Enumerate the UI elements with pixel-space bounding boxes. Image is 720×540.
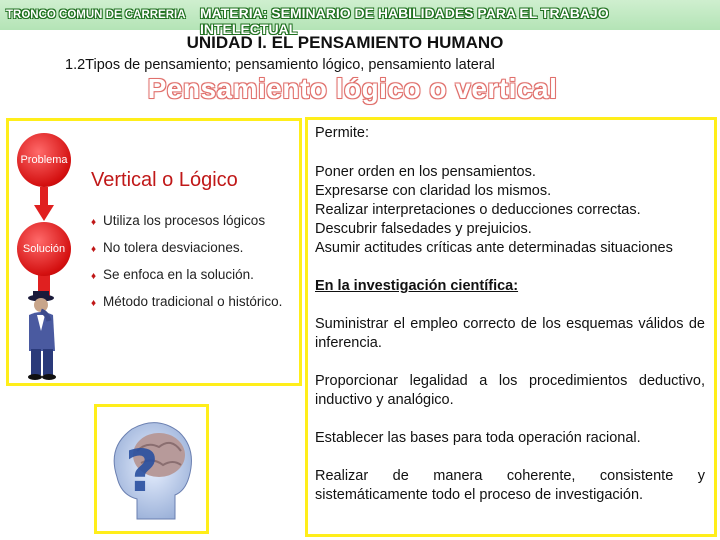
permite-line: Expresarse con claridad los mismos. — [315, 183, 552, 199]
permite-line: Asumir actitudes críticas ante determinadas situaciones — [315, 240, 673, 256]
subtitle: 1.2Tipos de pensamiento; pensamiento lógico, pensamiento lateral — [65, 57, 495, 73]
header-subject-line1: MATERIA: SEMINARIO DE HABILIDADES PARA EL TRABAJO — [200, 5, 609, 21]
list-item: ♦ Utiliza los procesos lógicos — [91, 211, 282, 238]
investigacion-paragraph: Suministrar el empleo correcto de los esquemas válidos de inferencia. — [315, 316, 705, 351]
thinking-man-icon — [19, 291, 69, 381]
header-subject-line2: INTELECTUAL — [200, 21, 298, 37]
brain-image — [94, 404, 209, 534]
bullet-icon: ♦ — [91, 271, 97, 282]
description-panel — [305, 117, 717, 537]
brain-question-icon — [97, 407, 206, 531]
bullet-icon: ♦ — [91, 298, 97, 309]
permite-line: Descubrir falsedades y prejuicios. — [315, 221, 532, 237]
list-item: ♦ Método tradicional o histórico. — [91, 292, 282, 319]
permite-heading: Permite: — [315, 125, 369, 141]
investigacion-paragraph: Establecer las bases para toda operación racional. — [315, 430, 641, 446]
bullet-icon: ♦ — [91, 244, 97, 255]
vertical-logic-diagram — [6, 118, 302, 386]
solution-bubble: Solución — [17, 222, 71, 276]
bullet-icon: ♦ — [91, 217, 97, 228]
header-course-label: TRONCO COMUN DE CARRERIA — [6, 9, 186, 21]
section-title: Pensamiento lógico o vertical — [147, 73, 558, 104]
investigacion-paragraph: Realizar de manera coherente, consistente y sistemáticamente todo el proceso de investigación. — [315, 468, 705, 503]
list-item: ♦ Se enfoca en la solución. — [91, 265, 282, 292]
diagram-bullet-list — [91, 211, 282, 319]
unit-title: UNIDAD I. EL PENSAMIENTO HUMANO — [186, 33, 504, 52]
diagram-title: Vertical o Lógico — [91, 169, 238, 191]
list-item: ♦ No tolera desviaciones. — [91, 238, 282, 265]
permite-line: Poner orden en los pensamientos. — [315, 164, 536, 180]
permite-line: Realizar interpretaciones o deducciones correctas. — [315, 202, 641, 218]
problem-bubble: Problema — [17, 133, 71, 187]
investigacion-heading: En la investigación científica: — [315, 278, 519, 294]
investigacion-paragraph: Proporcionar legalidad a los procedimientos deductivo, inductivo y analógico. — [315, 373, 705, 408]
svg-text:?: ? — [125, 437, 159, 505]
